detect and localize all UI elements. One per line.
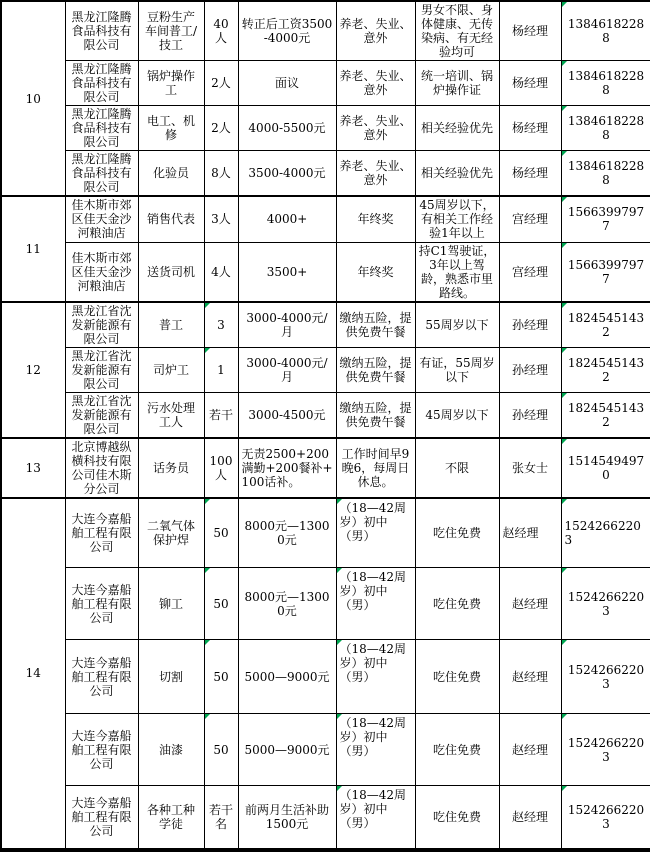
position-text: 各种工种学徒 [146, 802, 195, 831]
count-text: 3 [217, 317, 225, 332]
cell-require [415, 438, 499, 498]
cell-contact [499, 438, 561, 498]
cell-group-no [1, 302, 65, 438]
phone-text: 15242662203 [567, 802, 645, 831]
cell-require [415, 61, 499, 106]
company-text: 北京博越纵横科技有限公司佳木斯分公司 [71, 439, 132, 496]
contact-text: 杨经理 [511, 166, 548, 180]
cell-require [415, 196, 499, 242]
note-flag-icon [205, 499, 210, 504]
company-text: 大连今嘉船舶工程有限公司 [71, 582, 132, 625]
cell-welfare [336, 151, 415, 197]
cell-company [65, 347, 138, 392]
position-text: 切割 [158, 669, 183, 684]
group-no-label: 11 [25, 241, 41, 256]
cell-require [415, 347, 499, 392]
cell-welfare [336, 786, 415, 850]
require-text: 有证，55周岁以下 [419, 355, 495, 384]
company-text: 大连今嘉船舶工程有限公司 [71, 728, 132, 771]
cell-require [415, 714, 499, 786]
cell-position [138, 61, 204, 106]
group-no-label: 10 [25, 91, 41, 106]
company-text: 黑龙江省沈发新能源有限公司 [71, 393, 132, 436]
contact-text: 赵经理 [511, 809, 548, 824]
cell-welfare [336, 714, 415, 786]
group-no-label: 14 [25, 666, 41, 680]
phone-text: 15242662203 [567, 735, 645, 764]
contact-text: 赵经理 [511, 596, 548, 611]
salary-text: 前两月生活补助1500元 [244, 802, 329, 831]
cell-count [204, 106, 238, 151]
cell-require [415, 242, 499, 302]
cell-phone [561, 106, 650, 151]
cell-count [204, 196, 238, 242]
cell-welfare [336, 106, 415, 151]
cell-group-no [1, 498, 65, 850]
cell-company [65, 106, 138, 151]
cell-phone [561, 640, 650, 714]
table-row [1, 392, 650, 438]
count-text: 40人 [213, 17, 229, 45]
cell-company [65, 302, 138, 348]
welfare-text: （18—42周岁）初中（男） [339, 570, 407, 612]
cell-salary [238, 196, 336, 242]
cell-position [138, 568, 204, 640]
welfare-text: （18—42周岁）初中（男） [339, 500, 407, 543]
phone-text: 18245451432 [567, 310, 645, 339]
cell-count [204, 61, 238, 106]
table-row [1, 640, 650, 714]
require-text: 吃住免费 [432, 809, 481, 824]
table-row [1, 438, 650, 498]
cell-contact [499, 392, 561, 438]
count-text: 若干 [208, 407, 233, 422]
table-row [1, 61, 650, 106]
count-text: 1 [217, 362, 225, 377]
company-text: 黑龙江省沈发新能源有限公司 [71, 303, 132, 346]
contact-text: 杨经理 [511, 76, 548, 90]
job-table-body [1, 1, 650, 850]
cell-contact [499, 347, 561, 392]
cell-contact [499, 302, 561, 348]
cell-position [138, 196, 204, 242]
cell-company [65, 151, 138, 197]
cell-count [204, 1, 238, 61]
cell-contact [499, 786, 561, 850]
company-text: 黑龙江隆腾食品科技有限公司 [71, 10, 132, 52]
cell-welfare [336, 302, 415, 348]
cell-contact [499, 1, 561, 61]
cell-welfare [336, 61, 415, 106]
cell-phone [561, 786, 650, 850]
contact-text: 赵经理 [502, 525, 539, 540]
position-text: 销售代表 [146, 212, 195, 227]
cell-phone [561, 714, 650, 786]
phone-text: 13846182288 [567, 159, 645, 187]
table-row [1, 196, 650, 242]
count-text: 2人 [211, 76, 231, 90]
cell-require [415, 392, 499, 438]
note-flag-icon [562, 151, 567, 156]
contact-text: 杨经理 [511, 24, 548, 38]
cell-position [138, 1, 204, 61]
welfare-text: 年终奖 [357, 264, 394, 279]
note-flag-icon [562, 61, 567, 66]
phone-text: 15242662203 [567, 662, 645, 691]
position-text: 司炉工 [152, 362, 189, 377]
table-row [1, 498, 650, 568]
note-flag-icon [562, 303, 567, 308]
welfare-text: （18—42周岁）初中（男） [339, 716, 407, 758]
cell-welfare [336, 196, 415, 242]
company-text: 黑龙江省沈发新能源有限公司 [71, 348, 132, 391]
note-flag-icon [205, 568, 210, 573]
cell-phone [561, 392, 650, 438]
salary-text: 3000-4500元 [248, 407, 326, 422]
cell-contact [499, 640, 561, 714]
contact-text: 宫经理 [511, 264, 548, 279]
cell-count [204, 242, 238, 302]
position-text: 锅炉操作工 [146, 69, 195, 97]
company-text: 佳木斯市郊区佳天金沙河粮油店 [71, 250, 132, 293]
cell-contact [499, 61, 561, 106]
salary-text: 8000元—13000元 [244, 518, 330, 547]
cell-group-no [1, 438, 65, 498]
require-text: 吃住免费 [432, 742, 481, 757]
count-text: 4人 [211, 264, 231, 279]
group-no-label: 12 [25, 362, 41, 377]
cell-position [138, 302, 204, 348]
cell-group-no [1, 196, 65, 302]
cell-phone [561, 347, 650, 392]
phone-text: 15242662203 [564, 518, 641, 547]
company-text: 大连今嘉船舶工程有限公司 [71, 655, 132, 698]
note-flag-icon [562, 393, 567, 398]
cell-salary [238, 786, 336, 850]
cell-salary [238, 242, 336, 302]
require-text: 不限 [444, 460, 469, 475]
salary-text: 无责2500+200满勤+200餐补+100话补。 [241, 446, 333, 489]
cell-welfare [336, 392, 415, 438]
cell-phone [561, 568, 650, 640]
cell-count [204, 568, 238, 640]
cell-require [415, 640, 499, 714]
require-text: 统一培训、锅炉操作证 [420, 69, 493, 97]
cell-salary [238, 568, 336, 640]
cell-salary [238, 302, 336, 348]
note-flag-icon [205, 714, 210, 719]
require-text: 吃住免费 [432, 669, 481, 684]
cell-contact [499, 568, 561, 640]
position-text: 化验员 [152, 166, 189, 180]
cell-position [138, 714, 204, 786]
cell-company [65, 392, 138, 438]
cell-require [415, 498, 499, 568]
cell-company [65, 640, 138, 714]
welfare-text: 缴纳五险，提供免费午餐 [339, 400, 412, 429]
cell-company [65, 498, 138, 568]
count-text: 50 [213, 669, 229, 684]
cell-position [138, 438, 204, 498]
contact-text: 杨经理 [511, 121, 548, 135]
note-flag-icon [562, 714, 567, 719]
table-row [1, 242, 650, 302]
phone-text: 18245451432 [567, 355, 645, 384]
count-text: 3人 [211, 212, 231, 227]
note-flag-icon [562, 499, 567, 504]
company-text: 大连今嘉船舶工程有限公司 [71, 795, 132, 838]
cell-count [204, 151, 238, 197]
phone-text: 15145494970 [567, 453, 645, 482]
note-flag-icon [562, 640, 567, 645]
contact-text: 赵经理 [511, 669, 548, 684]
cell-welfare [336, 498, 415, 568]
contact-text: 孙经理 [511, 407, 548, 422]
note-flag-icon [562, 439, 567, 444]
table-row [1, 151, 650, 197]
require-text: 55周岁以下 [425, 317, 489, 332]
salary-text: 面议 [274, 76, 299, 90]
count-text: 50 [213, 742, 229, 757]
require-text: 相关经验优先 [420, 121, 493, 135]
welfare-text: 养老、失业、意外 [339, 159, 412, 187]
phone-text: 13846182288 [567, 114, 645, 142]
company-text: 黑龙江隆腾食品科技有限公司 [71, 152, 132, 194]
table-row [1, 106, 650, 151]
note-flag-icon [337, 786, 342, 791]
cell-require [415, 106, 499, 151]
note-flag-icon [205, 640, 210, 645]
welfare-text: 养老、失业、意外 [339, 69, 412, 97]
cell-position [138, 498, 204, 568]
cell-count [204, 786, 238, 850]
salary-text: 5000—9000元 [244, 742, 330, 757]
company-text: 黑龙江隆腾食品科技有限公司 [71, 107, 132, 149]
require-text: 吃住免费 [432, 596, 481, 611]
cell-welfare [336, 640, 415, 714]
phone-text: 13846182288 [567, 69, 645, 97]
table-row [1, 786, 650, 850]
cell-position [138, 640, 204, 714]
cell-position [138, 347, 204, 392]
table-row [1, 568, 650, 640]
cell-salary [238, 347, 336, 392]
phone-text: 18245451432 [567, 400, 645, 429]
cell-company [65, 786, 138, 850]
position-text: 话务员 [152, 460, 189, 475]
cell-phone [561, 302, 650, 348]
cell-salary [238, 392, 336, 438]
salary-text: 3500-4000元 [248, 166, 326, 180]
cell-count [204, 302, 238, 348]
cell-phone [561, 151, 650, 197]
cell-position [138, 151, 204, 197]
position-text: 油漆 [158, 742, 183, 757]
cell-position [138, 786, 204, 850]
count-text: 2人 [211, 121, 231, 135]
group-no-label: 13 [25, 460, 41, 475]
cell-require [415, 302, 499, 348]
cell-position [138, 242, 204, 302]
cell-contact [499, 106, 561, 151]
phone-text: 15242662203 [567, 589, 645, 618]
welfare-text: 缴纳五险，提供免费午餐 [339, 310, 412, 339]
cell-contact [499, 714, 561, 786]
cell-count [204, 498, 238, 568]
cell-salary [238, 1, 336, 61]
cell-require [415, 568, 499, 640]
cell-count [204, 347, 238, 392]
cell-salary [238, 151, 336, 197]
cell-welfare [336, 242, 415, 302]
require-text: 相关经验优先 [420, 166, 493, 180]
position-text: 铆工 [158, 596, 183, 611]
count-text: 若干名 [208, 802, 233, 831]
salary-text: 8000元—13000元 [244, 589, 330, 618]
cell-salary [238, 498, 336, 568]
phone-text: 13846182288 [567, 17, 645, 45]
note-flag-icon [562, 348, 567, 353]
cell-phone [561, 498, 650, 568]
position-text: 送货司机 [146, 264, 195, 279]
table-row [1, 714, 650, 786]
cell-company [65, 438, 138, 498]
welfare-text: 养老、失业、意外 [339, 17, 412, 45]
welfare-text: 养老、失业、意外 [339, 114, 412, 142]
contact-text: 孙经理 [511, 317, 548, 332]
require-text: 吃住免费 [432, 525, 481, 540]
salary-text: 5000—9000元 [244, 669, 330, 684]
company-text: 佳木斯市郊区佳天金沙河粮油店 [71, 198, 132, 241]
cell-company [65, 714, 138, 786]
cell-welfare [336, 568, 415, 640]
note-flag-icon [337, 640, 342, 645]
cell-salary [238, 640, 336, 714]
require-text: 男女不限、身体健康、无传染病、有无经验均可 [420, 3, 493, 59]
cell-company [65, 1, 138, 61]
note-flag-icon [337, 714, 342, 719]
count-text: 50 [213, 596, 229, 611]
salary-text: 4000+ [266, 212, 308, 227]
cell-contact [499, 196, 561, 242]
cell-welfare [336, 347, 415, 392]
cell-salary [238, 61, 336, 106]
cell-company [65, 196, 138, 242]
cell-contact [499, 151, 561, 197]
contact-text: 张女士 [511, 460, 548, 475]
salary-text: 4000-5500元 [248, 121, 326, 135]
cell-phone [561, 438, 650, 498]
contact-text: 宫经理 [511, 212, 548, 227]
cell-company [65, 568, 138, 640]
contact-text: 孙经理 [511, 362, 548, 377]
cell-contact [499, 242, 561, 302]
cell-require [415, 786, 499, 850]
company-text: 黑龙江隆腾食品科技有限公司 [71, 62, 132, 104]
company-text: 大连今嘉船舶工程有限公司 [71, 511, 132, 554]
cell-phone [561, 242, 650, 302]
position-text: 二氧气体保护焊 [146, 518, 195, 547]
table-row [1, 1, 650, 61]
cell-count [204, 640, 238, 714]
cell-salary [238, 438, 336, 498]
cell-welfare [336, 438, 415, 498]
cell-require [415, 151, 499, 197]
position-text: 普工 [158, 317, 183, 332]
note-flag-icon [562, 2, 567, 7]
contact-text: 赵经理 [511, 742, 548, 757]
cell-company [65, 61, 138, 106]
welfare-text: （18—42周岁）初中（男） [339, 788, 407, 830]
require-text: 45周岁以下，有相关工作经验1年以上 [419, 198, 495, 241]
salary-text: 3000-4000元/月 [246, 310, 328, 339]
phone-text: 15663997977 [567, 257, 645, 286]
phone-text: 15663997977 [567, 205, 645, 234]
table-row [1, 302, 650, 348]
salary-text: 3000-4000元/月 [246, 355, 328, 384]
position-text: 电工、机修 [146, 114, 195, 142]
cell-require [415, 1, 499, 61]
cell-group-no [1, 1, 65, 196]
note-flag-icon [337, 499, 342, 504]
note-flag-icon [562, 568, 567, 573]
welfare-text: （18—42周岁）初中（男） [339, 642, 407, 684]
salary-text: 转正后工资3500-4000元 [241, 17, 333, 45]
welfare-text: 年终奖 [357, 212, 394, 227]
cell-contact [499, 498, 561, 568]
count-text: 100人 [209, 453, 233, 482]
position-text: 污水处理工人 [146, 400, 195, 429]
cell-company [65, 242, 138, 302]
note-flag-icon [562, 786, 567, 791]
table-row [1, 347, 650, 392]
salary-text: 3500+ [266, 264, 308, 279]
cell-phone [561, 61, 650, 106]
count-text: 8人 [211, 166, 231, 180]
welfare-text: 工作时间早9晚6，每周日休息。 [341, 446, 410, 489]
cell-position [138, 106, 204, 151]
note-flag-icon [205, 348, 210, 353]
cell-phone [561, 196, 650, 242]
note-flag-icon [562, 243, 567, 248]
note-flag-icon [337, 568, 342, 573]
cell-count [204, 714, 238, 786]
position-text: 豆粉生产车间普工/技工 [144, 10, 198, 52]
note-flag-icon [205, 303, 210, 308]
note-flag-icon [562, 106, 567, 111]
cell-count [204, 438, 238, 498]
welfare-text: 缴纳五险，提供免费午餐 [339, 355, 412, 384]
cell-salary [238, 714, 336, 786]
cell-welfare [336, 1, 415, 61]
note-flag-icon [562, 197, 567, 202]
cell-salary [238, 106, 336, 151]
require-text: 45周岁以下 [425, 407, 489, 422]
count-text: 50 [213, 525, 229, 540]
require-text: 持C1驾驶证，3年以上驾龄，熟悉市里路线。 [418, 243, 496, 300]
cell-phone [561, 1, 650, 61]
cell-position [138, 392, 204, 438]
cell-count [204, 392, 238, 438]
